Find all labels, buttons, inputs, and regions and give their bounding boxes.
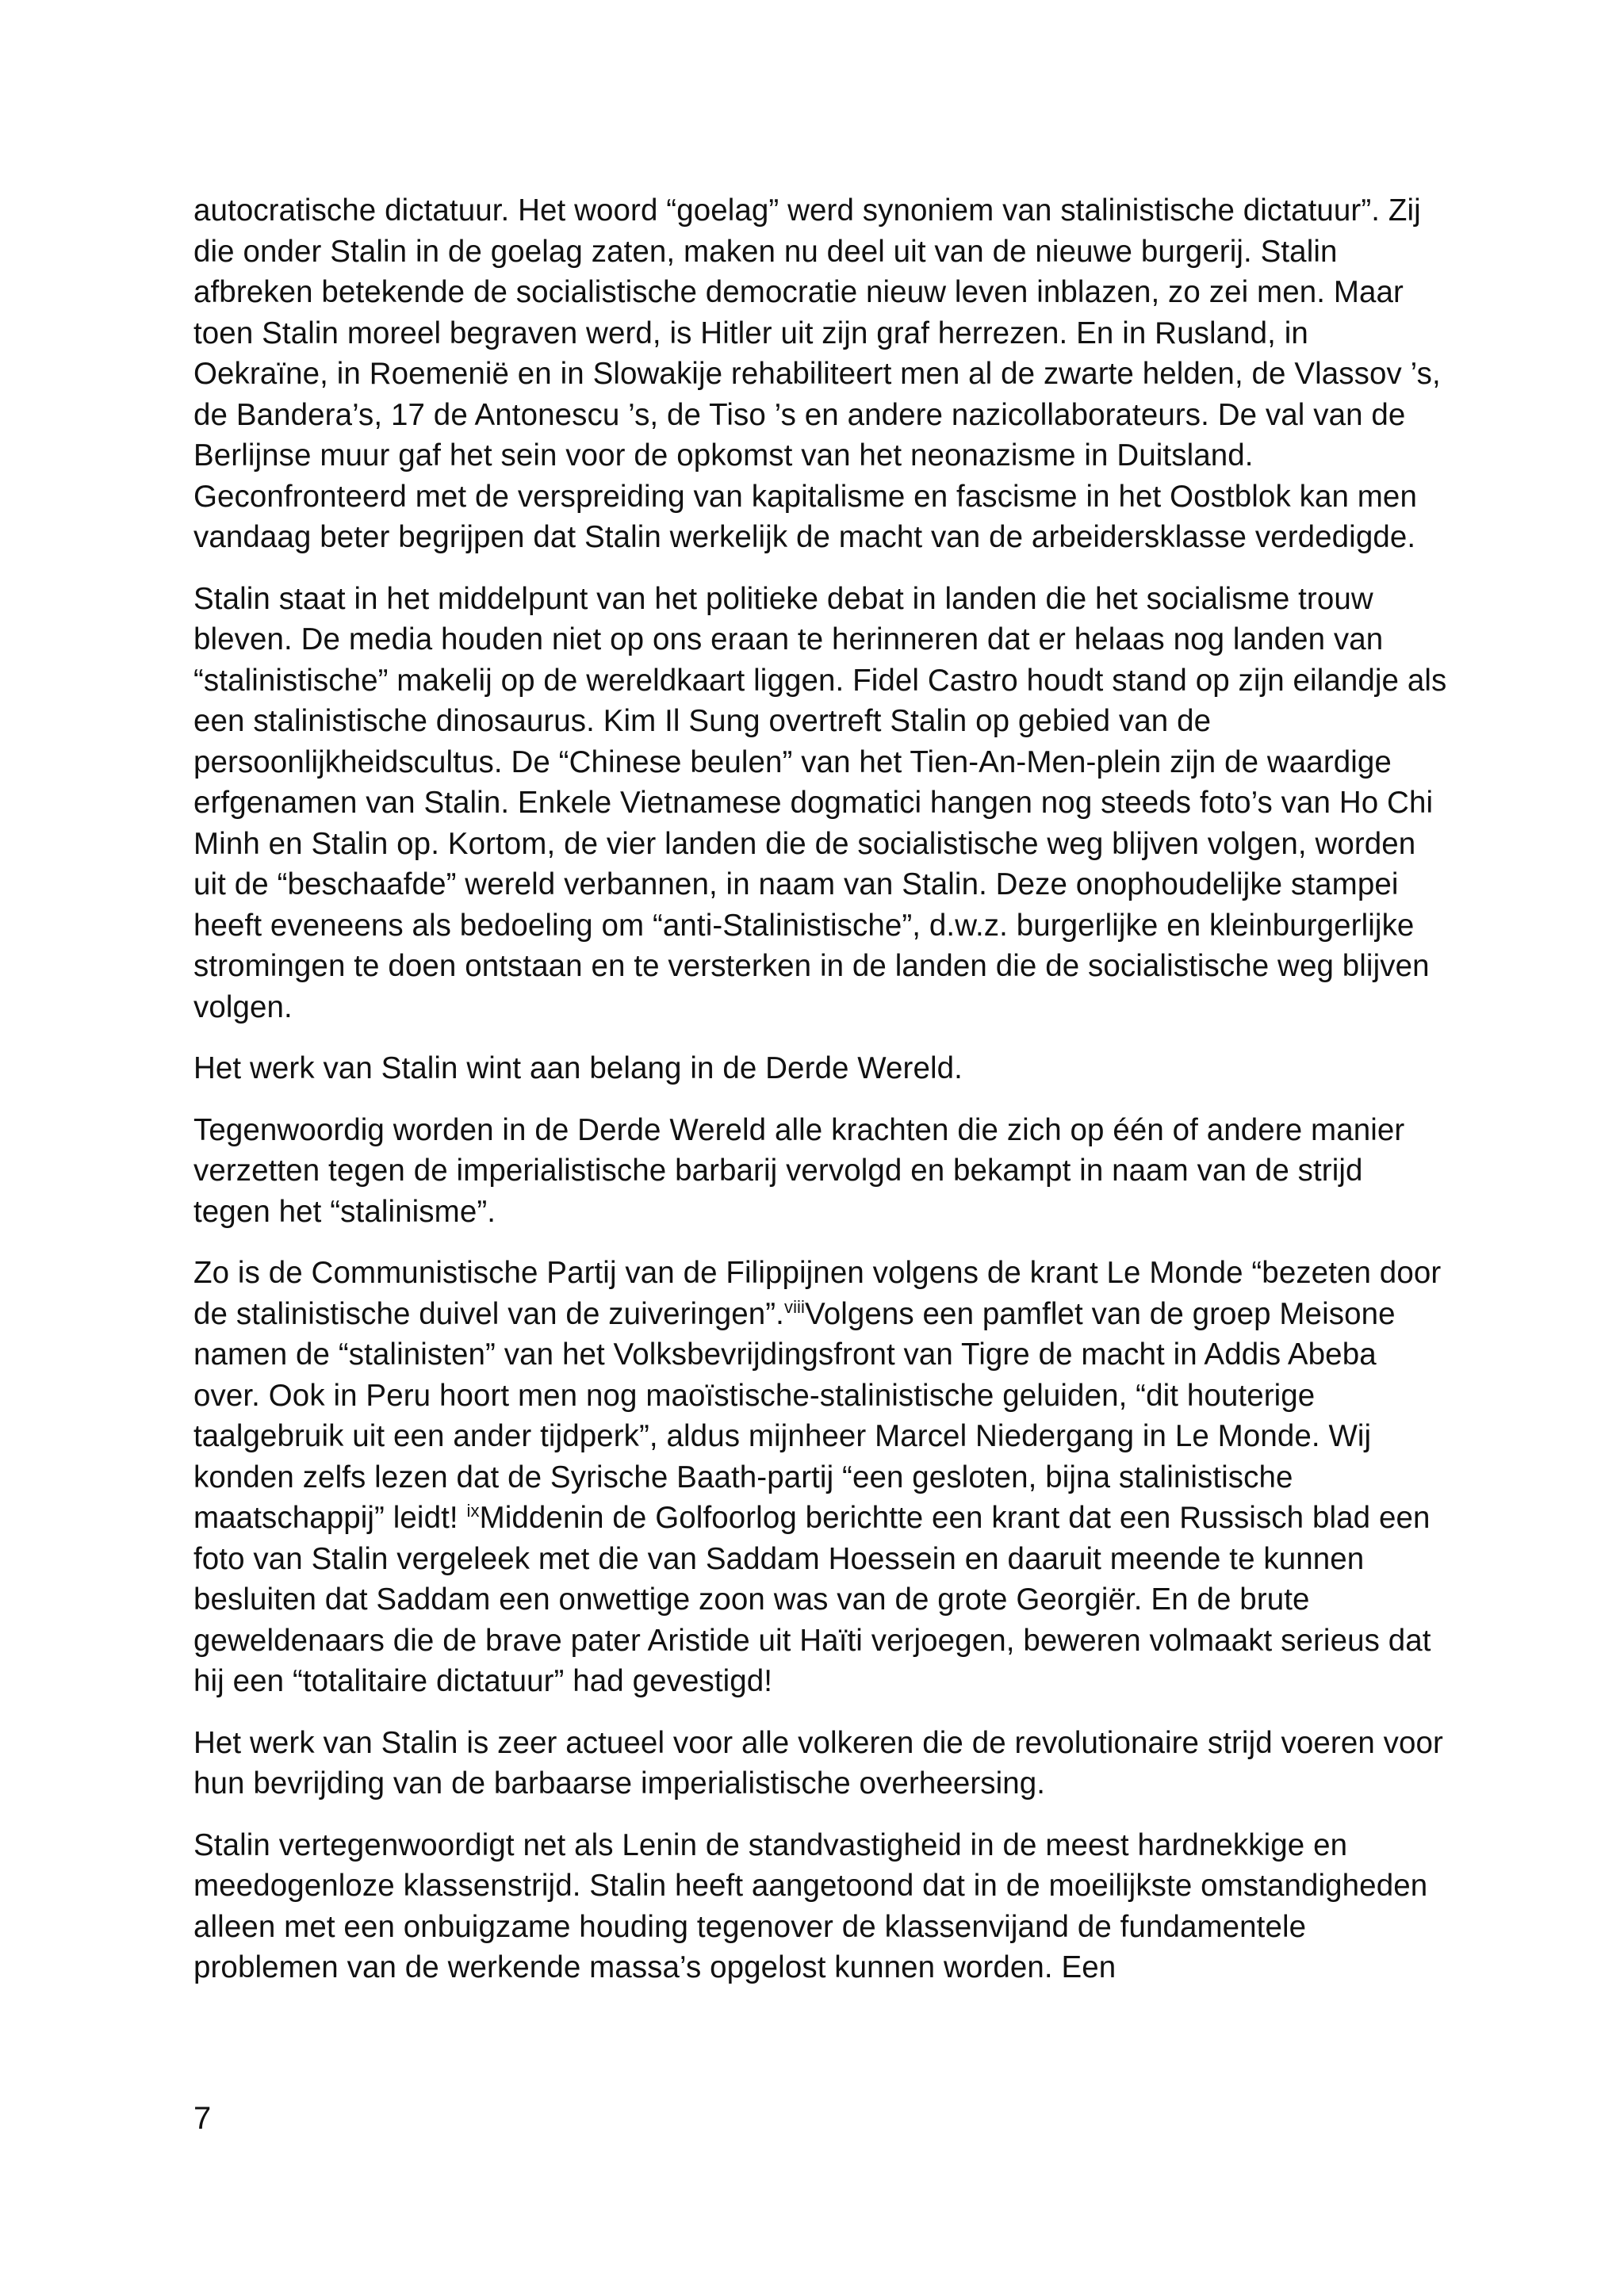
footnote-reference[interactable]: ix [466,1501,480,1521]
paragraph: Het werk van Stalin wint aan belang in de Derde Wereld. [193,1051,963,1085]
paragraph-text: Volgens een pamflet van de groep Meisone namen de “stalinisten” van het Volksbevrijdingsfront van Tigre de macht in Addis Abeba over. Ook in Peru hoort men nog maoïstische-stalinistische geluiden, “dit houterige taalgebruik uit een ander tijdperk”, aldus mijnheer Marcel Niedergang in Le Monde. Wij konden zelfs lezen dat de Syrische Baath-partij “een gesloten, bijna stalinistische maatschappij” leidt! [193,1296,1396,1535]
page-number: 7 [193,2101,212,2136]
body-text [193,190,1448,2009]
paragraph: Het werk van Stalin is zeer actueel voor alle volkeren die de revolutionaire strijd voeren voor hun bevrijding van de barbaarse imperialistische overheersing. [193,1725,1443,1800]
paragraph: Stalin staat in het middelpunt van het politieke debat in landen die het socialisme trouw bleven. De media houden niet op ons eraan te herinneren dat er helaas nog landen van “stalinistische” makelij op de wereldkaart liggen. Fidel Castro houdt stand op zijn eilandje als een stalinistische dinosaurus. Kim Il Sung overtreft Stalin op gebied van de persoonlijkheidscultus. De “Chinese beulen” van het Tien-An-Men-plein zijn de waardige erfgenamen van Stalin. Enkele Vietnamese dogmatici hangen nog steeds foto’s van Ho Chi Minh en Stalin op. Kortom, de vier landen die de socialistische weg blijven volgen, worden uit de “beschaafde” wereld verbannen, in naam van Stalin. Deze onophoudelijke stampei heeft eveneens als bedoeling om “anti-Stalinistische”, d.w.z. burgerlijke en kleinburgerlijke stromingen te doen ontstaan en te versterken in de landen die de socialistische weg blijven volgen. [193,581,1447,1024]
paragraph-with-footnotes [193,1253,1448,1702]
paragraph-text: Zo is de Communistische Partij van de Filippijnen volgens de krant Le Monde “bezeten door de stalinistische duivel van de zuiveringen”. [193,1256,1442,1331]
paragraph: autocratische dictatuur. Het woord “goelag” werd synoniem van stalinistische dictatuur”. Zij die onder Stalin in de goelag zaten, maken nu deel uit van de nieuwe burgerij. Stalin afbreken betekende de socialistische democratie nieuw leven inblazen, zo zei men. Maar toen Stalin moreel begraven werd, is Hitler uit zijn graf herrezen. En in Rusland, in Oekraïne, in Roemenië en in Slowakije rehabiliteert men al de zwarte helden, de Vlassov ’s, de Bandera’s, 17 de Antonescu ’s, de Tiso ’s en andere nazicollaborateurs. De val van de Berlijnse muur gaf het sein voor de opkomst van het neonazisme in Duitsland. Geconfronteerd met de verspreiding van kapitalisme en fascisme in het Oostblok kan men vandaag beter begrijpen dat Stalin werkelijk de macht van de arbeidersklasse verdedigde. [193,193,1441,554]
paragraph-text: Middenin de Golfoorlog berichtte een krant dat een Russisch blad een foto van Stalin vergeleek met die van Saddam Hoessein en daaruit meende te kunnen besluiten dat Saddam een onwettige zoon was van de grote Georgiër. En de brute geweldenaars die de brave pater Aristide uit Haïti verjoegen, beweren volmaakt serieus dat hij een “totalitaire dictatuur” had gevestigd! [193,1501,1431,1698]
footnote-reference[interactable]: viii [783,1296,806,1317]
paragraph: Stalin vertegenwoordigt net als Lenin de standvastigheid in de meest hardnekkige en meedogenloze klassenstrijd. Stalin heeft aangetoond dat in de moeilijkste omstandigheden alleen met een onbuigzame houding tegenover de klassenvijand de fundamentele problemen van de werkende massa’s opgelost kunnen worden. Een [193,1827,1428,1984]
paragraph: Tegenwoordig worden in de Derde Wereld alle krachten die zich op één of andere manier verzetten tegen de imperialistische barbarij vervolgd en bekampt in naam van de strijd tegen het “stalinisme”. [193,1112,1405,1229]
